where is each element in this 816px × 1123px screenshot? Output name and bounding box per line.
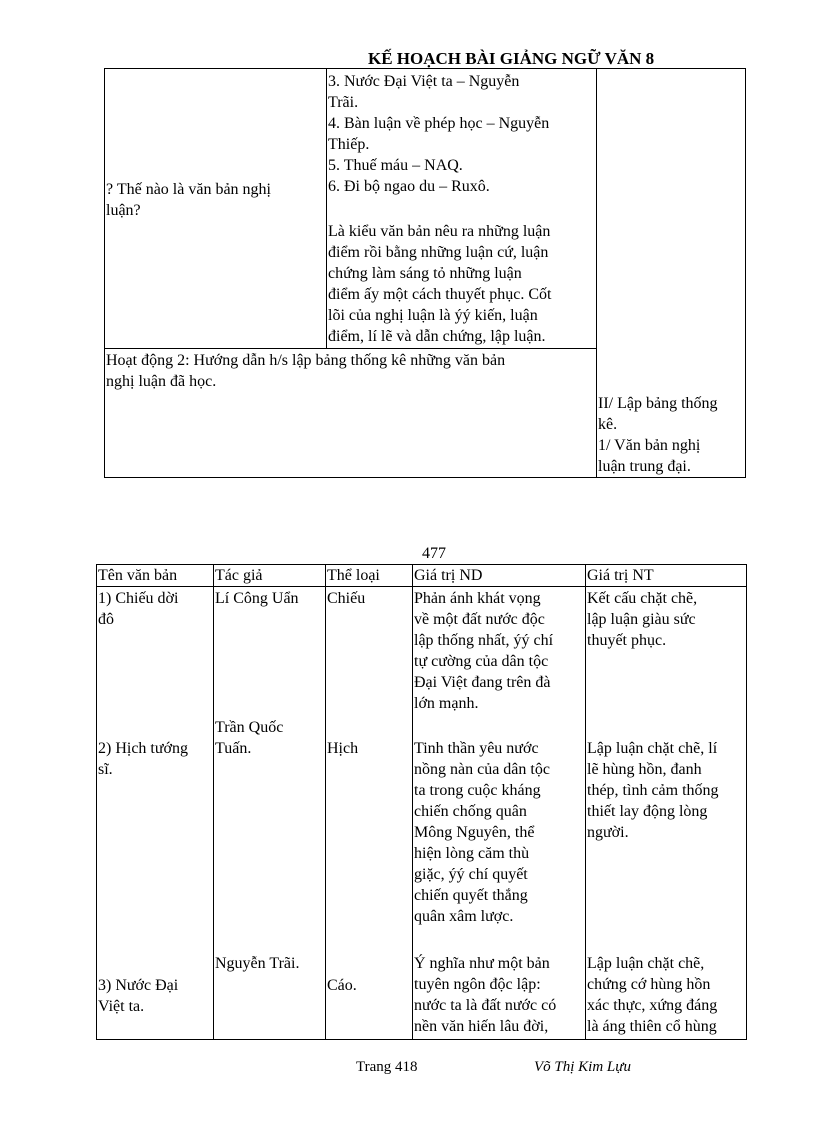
table-border [326, 68, 327, 349]
table-border [745, 68, 746, 478]
table-border [325, 564, 326, 1040]
table-cell: Cáo. [327, 977, 357, 994]
table-cell: Chiếu [327, 590, 366, 607]
page-number: 477 [422, 545, 446, 562]
text-list: 3. Nước Đại Việt ta – Nguyễn Trãi. 4. Bàn luận về phép học – Nguyễn Thiếp. 5. Thuế máu – NAQ. 6. Đi bộ ngao du – Ruxô. [328, 73, 550, 195]
table-cell: 2) Hịch tướng sĩ. [98, 740, 189, 778]
table-border [96, 1039, 747, 1040]
table-cell: Phản ánh khát vọng về một đất nước độc lập thống nhất, ýý chí tự cường của dân tộc Đại Việt đang trên đà lớn mạnh. [414, 590, 554, 712]
table-border [596, 68, 597, 478]
table-cell: 3) Nước Đại Việt ta. [98, 977, 179, 1015]
table-border [213, 564, 214, 1040]
table-cell: Kết cấu chặt chẽ, lập luận giàu sức thuyết phục. [587, 590, 698, 649]
statistics-table [96, 564, 747, 1040]
question-text: ? Thế nào là văn bản nghị luận? [106, 181, 271, 219]
table-cell: Nguyễn Trãi. [215, 955, 300, 972]
table-border [104, 68, 746, 69]
column-header: Tên văn bản [98, 567, 178, 584]
footer-page-label: Trang 418 [356, 1059, 418, 1075]
document-header: KẾ HOẠCH BÀI GIẢNG NGỮ VĂN 8 [368, 49, 655, 68]
column-header: Giá trị ND [414, 567, 483, 584]
column-header: Giá trị NT [587, 567, 654, 584]
table-border [96, 564, 97, 1040]
table-cell: Hịch [327, 740, 359, 757]
table-cell: Trần Quốc Tuấn. [215, 719, 284, 757]
column-header: Tác giả [215, 567, 263, 584]
table-border [746, 564, 747, 1040]
footer-author: Võ Thị Kim Lựu [534, 1059, 631, 1075]
table-border [104, 477, 746, 478]
table-cell: Lập luận chặt chẽ, chứng cớ hùng hồn xác thực, xứng đáng là áng thiên cổ hùng [587, 955, 718, 1035]
table-border [104, 68, 105, 478]
table-border [96, 586, 747, 587]
activity-2-text: Hoạt động 2: Hướng dẫn h/s lập bảng thống kê những văn bản nghị luận đã học. [106, 352, 506, 390]
table-border [104, 348, 596, 349]
section-heading: II/ Lập bảng thống kê. 1/ Văn bản nghị luận trung đại. [598, 395, 718, 475]
table-border [585, 564, 586, 1040]
table-cell: Ý nghĩa như một bản tuyên ngôn độc lập: nước ta là đất nước có nền văn hiến lâu đời, [414, 955, 557, 1035]
table-cell: Lập luận chặt chẽ, lí lẽ hùng hồn, đanh thép, tình cảm thống thiết lay động lòng người. [587, 740, 719, 841]
table-cell: Lí Công Uẩn [215, 590, 299, 607]
table-cell: Tinh thần yêu nước nồng nàn của dân tộc ta trong cuộc kháng chiến chống quân Mông Nguyên, thể hiện lòng căm thù giặc, ýý chí quyết chiến quyết thắng quân xâm lược. [414, 740, 550, 925]
table-cell: 1) Chiếu dời đô [98, 590, 179, 628]
definition-answer: Là kiểu văn bản nêu ra những luận điểm rồi bằng những luận cứ, luận chứng làm sáng tỏ những luận điểm ấy một cách thuyết phục. Cốt lõi của nghị luận là ýý kiến, luận điểm, lí lẽ và dẫn chứng, lập luận. [328, 223, 552, 345]
column-header: Thể loại [327, 567, 380, 584]
table-border [412, 564, 413, 1040]
upper-table [104, 68, 746, 478]
